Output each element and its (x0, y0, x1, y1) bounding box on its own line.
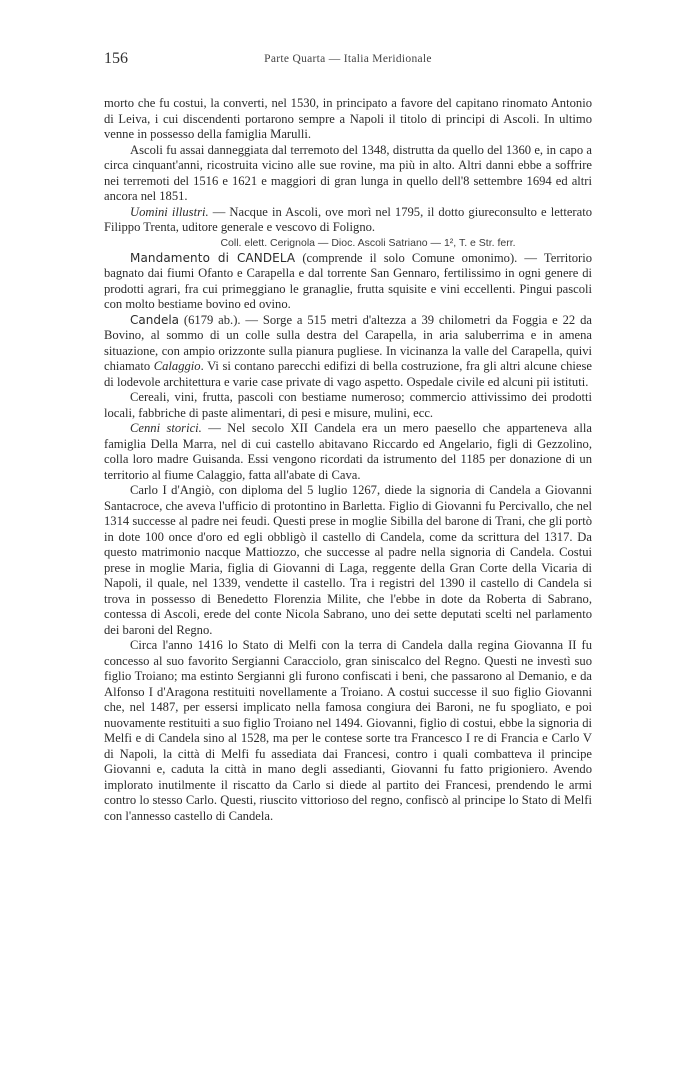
paragraph-candela-melfi: Circa l'anno 1416 lo Stato di Melfi con la terra di Candela dalla regina Giovanna II fu concesso al suo favorito Sergianni Caracciolo, gran siniscalco del Regno. Questi ne investì suo figlio Troiano; ma estinto Sergianni gli furono confiscati i beni, che passarono al Demanio, e da Alfonso I d'Aragona restituiti novellamente a Troiano. A costui successe il suo figlio Giovanni che, nel 1487, per essersi implicato nella famosa congiura dei Baroni, ne fu spogliato, e poi nuovamente restituiti a suo figlio Troiano nel 1494. Giovanni, figlio di costui, ebbe la signoria di Melfi e di Candela sino al 1528, ma per le contese sorte tra Francesco I re di Francia e Carlo V di Napoli, la città di Melfi fu assediata dai Francesi, contro i quali combatteva il principe Giovanni e, caduta la città in mano degli assedianti, Giovanni fu fatto prigioniero. Avendo implorato inutilmente il riscatto da Carlo si diede al partito dei Francesi, prendendo le armi contro lo stesso Carlo. Questi, riuscito vittorioso del regno, confiscò al principe lo Stato di Melfi con l'annesso castello di Candela. (104, 638, 592, 823)
paragraph-ascoli-earthquakes: Ascoli fu assai danneggiata dal terremoto del 1348, distrutta da quello del 1360 e, in capo a circa cinquant'anni, ricostruita vicino alle sue rovine, ma più in alto. Altri danni ebbe a soffrire nei terremoti del 1516 e 1621 e maggiori di gran lunga in quello dell'8 settembre 1694 ed altri ancora nel 1851. (104, 142, 592, 203)
body-text (104, 96, 592, 824)
paragraph-mandamento-candela (104, 251, 592, 313)
run-in-heading-uomini-illustri: Uomini illustri. (130, 204, 209, 219)
administrative-info-line: Coll. elett. Cerignola — Dioc. Ascoli Satriano — 1², T. e Str. ferr. (220, 236, 516, 249)
paragraph-ascoli-continuation: morto che fu costui, la converti, nel 1530, in principato a favore del capitano rinomato Antonio di Leiva, i cui discendenti portarono sempre a Napoli il titolo di principi di Ascoli. In ultimo venne in possesso della famiglia Marulli. (104, 96, 592, 141)
paragraph-ascoli-notables (104, 205, 592, 236)
paragraph-candela-carlo: Carlo I d'Angiò, con diploma del 5 luglio 1267, diede la signoria di Candela a Giovanni Santacroce, che aveva l'ufficio di protontino in Barletta. Figlio di Giovanni fu Percivallo, che nel 1314 successe al padre nei feudi. Questi prese in moglie Sibilla del barone di Trani, che gli portò in dote 100 once d'oro ed egli obbligò il castello di Candela, come da scrittura del 1317. Da questo matrimonio nacque Mattiozzo, che successe al padre nella signoria di Candela. Costui prese in moglie Maria, figlia di Giovanni di Laga, reggente della Gran Corte della Vicaria di Napoli, il quale, nel 1339, vendette il castello. Tra i registri del 1390 il castello di Candela si trova in possesso di Benedetto Florenzia Milite, che l'ebbe in dote da Roberta di Sabrano, contessa di Ascoli, erede del conte Nicola Sabrano, uno dei sette deputati scelti nel parlamento dei baroni del Regno. (104, 483, 592, 637)
italic-place-name: Calaggio (153, 359, 201, 373)
running-head (104, 50, 592, 70)
run-in-heading-cenni-storici: Cenni storici. (130, 421, 202, 435)
running-title: Parte Quarta — Italia Meridionale (264, 53, 432, 65)
town-name-candela: Candela (130, 312, 180, 327)
paragraph-candela-history (104, 421, 592, 483)
section-heading-mandamento: Mandamento di CANDELA (130, 250, 296, 265)
paragraph-candela-town (104, 313, 592, 391)
paragraph-text: — Nel secolo XII Candela era un mero paesello che apparteneva alla famiglia Della Marra, nel di cui castello abitavano Riccardo ed Angelario, figli di Gezzolino, colla loro madre Guisanda. Essi vengono ricordati da istrumento del 1185 per donazione di un territorio al fiume Calaggio, fatta all'abate di Cava. (104, 421, 592, 482)
paragraph-candela-economy: Cereali, vini, frutta, pascoli con bestiame numeroso; commercio attivissimo dei prodotti locali, fabbriche di paste alimentari, di pesi e misure, mulini, ecc. (104, 390, 592, 420)
paragraph-text: — Nacque in Ascoli, ove morì nel 1795, il dotto giureconsulto e letterato Filippo Trenta, uditore generale e vescovo di Foligno. (104, 204, 592, 234)
paragraph-text: . Vi si contano parecchi edifizi di bella costruzione, fra gli altri alcune chiese di lodevole architettura e varie case private di vago aspetto. Ospedale civile ed alcuni pii istituti. (104, 359, 592, 389)
paragraph-text: (6179 ab.). — Sorge a 515 metri d'altezza a 39 chilometri da Foggia e 22 da Bovino, al sommo di un colle sulla destra del Carapella, in aria saluberrima e in amena situazione, con ampio orizzonte sulla pianura pugliese. In vicinanza la valle del Carapella, quivi chiamato (104, 312, 592, 373)
page-number: 156 (104, 50, 128, 67)
paragraph-text: (comprende il solo Comune omonimo). — Territorio bagnato dai fiumi Ofanto e Carapella e dal torrente San Gennaro, fertilissimo in ogni genere di prodotti agrari, fra cui primeggiano le granaglie, frutta squisite e vini eccellenti. Pingui pascoli con molto bestiame bovino ed ovino. (104, 250, 592, 311)
